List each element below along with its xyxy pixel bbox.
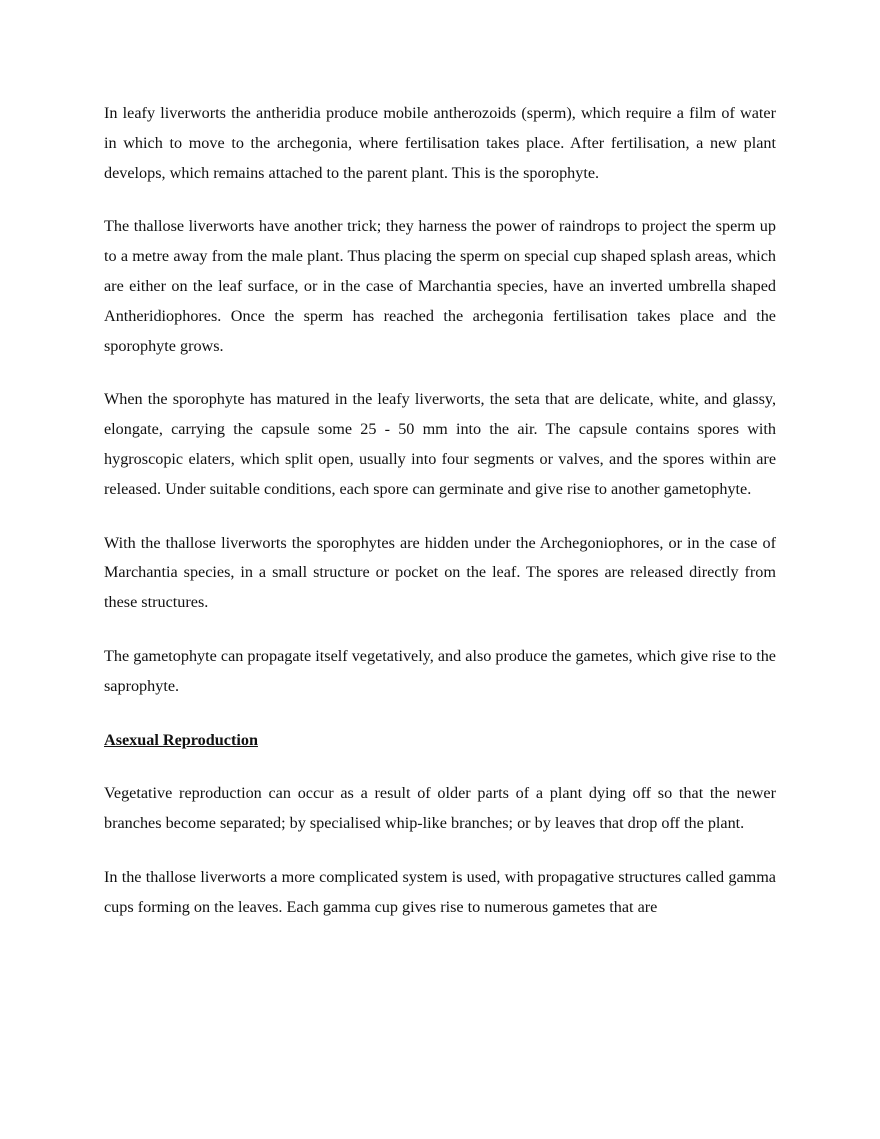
paragraph-sporophyte-maturation: When the sporophyte has matured in the leafy liverworts, the seta that are delicate, white, and glassy, elongate, carrying the capsule some 25 - 50 mm into the air. The capsule contains spores with hygroscopic elaters, which split open, usually into four segments or valves, and the spores within are released. Under suitable conditions, each spore can germinate and give rise to another gametophyte.	[104, 390, 776, 498]
paragraph-thallose-raindrop-sperm: The thallose liverworts have another trick; they harness the power of raindrops to project the sperm up to a metre away from the male plant. Thus placing the sperm on special cup shaped splash areas, which are either on the leaf surface, or in the case of Marchantia species, have an inverted umbrella shaped Antheridiophores. Once the sperm has reached the archegonia fertilisation takes place and the sporophyte grows.	[104, 217, 776, 355]
paragraph-vegetative-reproduction: Vegetative reproduction can occur as a result of older parts of a plant dying off so that the newer branches become separated; by specialised whip-like branches; or by leaves that drop off the plant.	[104, 784, 776, 833]
paragraph-gamma-cups: In the thallose liverworts a more complicated system is used, with propagative structures called gamma cups forming on the leaves. Each gamma cup gives rise to numerous gametes that are	[104, 867, 776, 916]
paragraph-leafy-liverwort-fertilisation: In leafy liverworts the antheridia produce mobile antherozoids (sperm), which require a film of water in which to move to the archegonia, where fertilisation takes place. After fertilisation, a new plant develops, which remains attached to the parent plant. This is the sporophyte.	[104, 104, 776, 182]
document-page	[104, 99, 776, 947]
paragraph-gametophyte-propagation: The gametophyte can propagate itself vegetatively, and also produce the gametes, which give rise to the saprophyte.	[104, 646, 776, 695]
section-heading-asexual-reproduction: Asexual Reproduction	[104, 730, 258, 749]
paragraph-thallose-sporophytes: With the thallose liverworts the sporophytes are hidden under the Archegoniophores, or in the case of Marchantia species, in a small structure or pocket on the leaf. The spores are released directly from these structures.	[104, 533, 776, 612]
